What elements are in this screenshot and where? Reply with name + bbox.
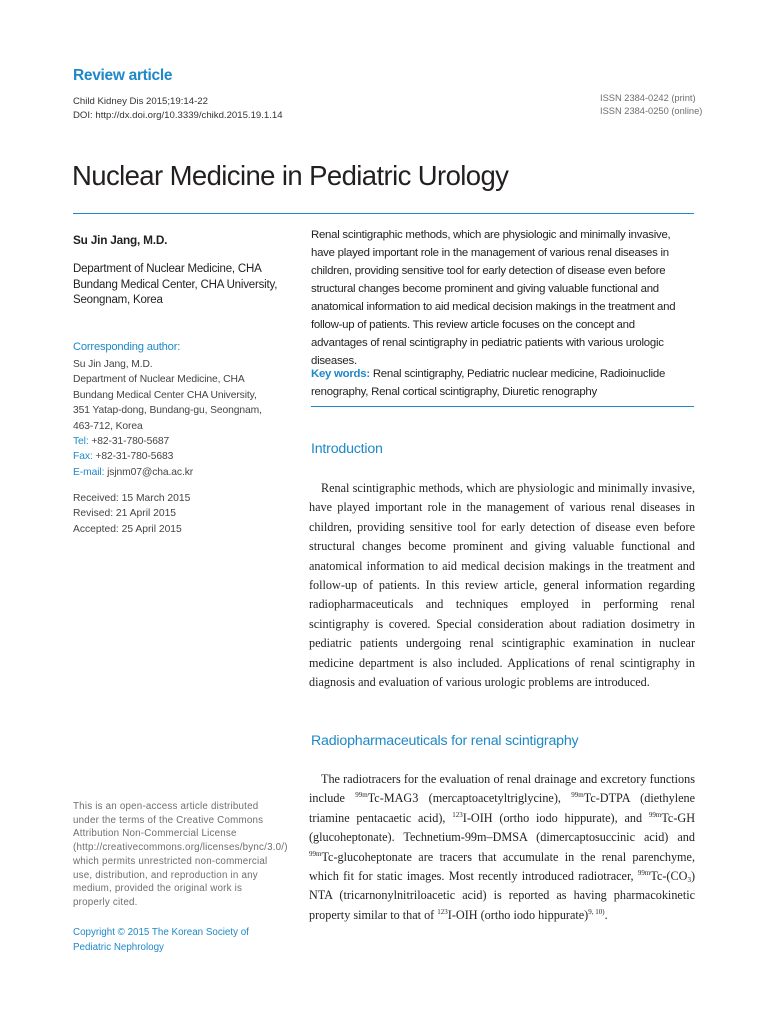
text-run: ) NTA (tricarnonylnitriloacetic acid) is reported as having pharmacokinetic property similar to that of bbox=[309, 869, 695, 922]
text-run: Tc-(CO bbox=[650, 869, 688, 884]
article-title: Nuclear Medicine in Pediatric Urology bbox=[72, 160, 509, 191]
tel-value: +82-31-780-5687 bbox=[91, 436, 170, 448]
corr-address-line: Bundang Medical Center CHA University, bbox=[73, 389, 257, 401]
keywords-divider bbox=[311, 406, 694, 407]
text-run: Tc-glucoheptonate are tracers that accumulate in the renal parenchyme, which fit for static images. Most recently introduced radiotracer, bbox=[309, 849, 695, 884]
superscript: 99m bbox=[637, 869, 651, 878]
section-heading-introduction: Introduction bbox=[311, 441, 383, 457]
superscript: 123 bbox=[452, 810, 463, 819]
license-notice: This is an open-access article distributed under the terms of the Creative Commons Attribution Non-Commercial License (http://creativecommons.org/licenses/bync/3.0/) which permits unrestricted non-commercial use, distribution, and reproduction in any medium, provided the original work is properly cited. bbox=[73, 801, 288, 908]
corr-address-line: Department of Nuclear Medicine, CHA bbox=[73, 374, 245, 386]
corr-address-line: 351 Yatap-dong, Bundang-gu, Seongnam, bbox=[73, 405, 262, 417]
email-label: E-mail: bbox=[73, 466, 105, 478]
author-name: Su Jin Jang, M.D. bbox=[73, 233, 168, 247]
date-received: Received: 15 March 2015 bbox=[73, 493, 191, 504]
tel-label: Tel: bbox=[73, 436, 89, 448]
doi-link[interactable]: DOI: http://dx.doi.org/10.3339/chikd.2015.19.1.14 bbox=[73, 110, 283, 121]
superscript: 99m bbox=[355, 791, 368, 800]
text-run: . bbox=[604, 907, 608, 922]
article-type-label: Review article bbox=[73, 67, 173, 84]
text-run: Tc-DTPA (diethylene triamine pentacaetic acid), bbox=[309, 791, 695, 825]
title-divider bbox=[73, 213, 694, 214]
text-run: Tc-GH (glucoheptonate). Technetium-99m–DMSA (dimercaptosuccinic acid) and bbox=[309, 810, 695, 845]
article-dates bbox=[73, 491, 190, 537]
superscript: 99m bbox=[571, 791, 584, 800]
fax-value: +82-31-780-5683 bbox=[95, 451, 174, 463]
keywords bbox=[311, 366, 694, 401]
issn-online: ISSN 2384-0250 (online) bbox=[600, 106, 703, 116]
date-accepted: Accepted: 25 April 2015 bbox=[73, 523, 182, 535]
radiopharmaceuticals-paragraph bbox=[309, 770, 695, 925]
text-run: Tc-MAG3 (mercaptoacetyltriglycine), bbox=[367, 791, 572, 806]
superscript: 99m bbox=[648, 810, 662, 819]
date-revised: Revised: 21 April 2015 bbox=[73, 508, 177, 520]
subscript: 3 bbox=[687, 876, 691, 885]
corr-name: Su Jin Jang, M.D. bbox=[73, 359, 153, 370]
corr-address-line: 463-712, Korea bbox=[73, 420, 143, 432]
keywords-text: Renal scintigraphy, Pediatric nuclear medicine, Radioinuclide renography, Renal cortical scintigraphy, Diuretic renography bbox=[311, 368, 666, 398]
keywords-label: Key words: bbox=[311, 368, 370, 380]
text-run: The radiotracers for the evaluation of renal drainage and excretory functions include bbox=[309, 772, 695, 806]
text-run: I-OIH (ortho iodo hippurate) bbox=[447, 907, 589, 922]
section-heading-radiopharmaceuticals: Radiopharmaceuticals for renal scintigraphy bbox=[311, 733, 579, 749]
corr-tel bbox=[73, 434, 303, 449]
abstract-text: Renal scintigraphic methods, which are physiologic and minimally invasive, have played important role in the management of various renal diseases in children, providing sensitive tool for early detection of disease even before structural changes become prominent and giving valuable functional and anatomical information to aid medical decision makings in the treatment and follow-up of patients. This review article focuses on the concept and advantages of renal scintigraphy in pediatric patients with various urologic diseases. bbox=[311, 229, 676, 367]
reference-superscript[interactable]: 9, 10) bbox=[588, 907, 605, 916]
text-run: I-OIH (ortho iodo hippurate), and bbox=[462, 810, 649, 825]
corresponding-author-heading: Corresponding author: bbox=[73, 341, 181, 353]
superscript: 123 bbox=[437, 907, 448, 916]
fax-label: Fax: bbox=[73, 451, 93, 463]
corr-fax bbox=[73, 449, 303, 464]
issn-print: ISSN 2384-0242 (print) bbox=[600, 93, 696, 103]
corr-email bbox=[73, 465, 303, 480]
journal-citation: Child Kidney Dis 2015;19:14-22 bbox=[73, 96, 208, 107]
corresponding-author-block bbox=[73, 357, 303, 480]
copyright-notice: Copyright © 2015 The Korean Society of Pediatric Nephrology bbox=[73, 927, 249, 953]
introduction-paragraph: Renal scintigraphic methods, which are physiologic and minimally invasive, have played important role in the management of various renal diseases in children, providing sensitive tool for early detection of disease even before structural changes become prominent and giving valuable functional and anatomical information to aid medical decision makings in the treatment and follow-up of patients. In this review article, general information regarding radiopharmaceuticals and techniques employed in performing renal scintigraphy is covered. Special consideration about radiation dosimetry in pediatric patients undergoing renal scintigraphic examination in nuclear medicine department is also included. Applications of renal scintigraphy in diagnosis and evaluation of various urologic problems are introduced. bbox=[309, 481, 695, 690]
author-affiliation: Department of Nuclear Medicine, CHA Bundang Medical Center, CHA University, Seongnam, Korea bbox=[73, 263, 278, 307]
email-link[interactable]: jsjnm07@cha.ac.kr bbox=[107, 466, 194, 478]
superscript: 99m bbox=[309, 849, 322, 858]
